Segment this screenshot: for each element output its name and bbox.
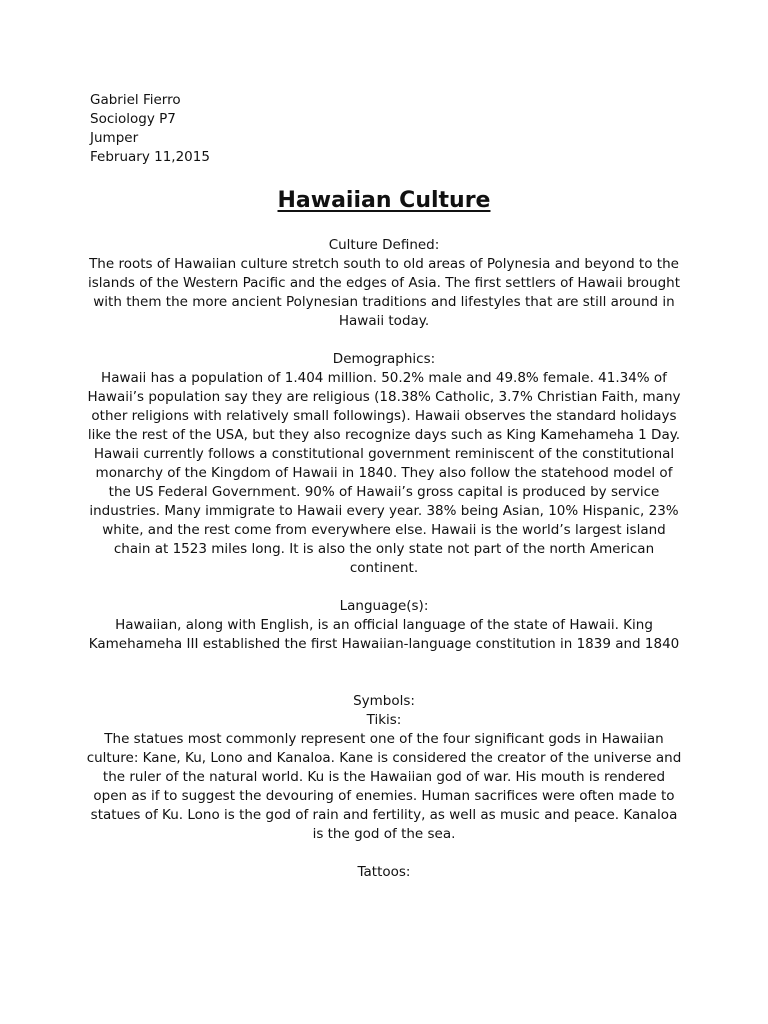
course-name: Sociology P7 bbox=[90, 111, 176, 127]
paragraph-gap bbox=[84, 844, 684, 863]
section-heading-culture: Culture Defined: bbox=[328, 237, 440, 253]
section-heading-demographics: Demographics: bbox=[332, 351, 436, 367]
paragraph-gap bbox=[84, 331, 684, 350]
section-symbols bbox=[84, 692, 684, 844]
paragraph-gap bbox=[84, 654, 684, 692]
section-heading-tattoos: Tattoos: bbox=[357, 864, 411, 880]
section-text-demographics: Hawaii has a population of 1.404 million. 50.2% male and 49.8% female. 41.34% of Hawaii’s population say they are religious (18.38% Catholic, 3.7% Christian Faith, many other religions with relatively small followings). Hawaii observes the standard holidays like the rest of the USA, but they also recognize days such as King Kamehameha 1 Day. Hawaii currently follows a constitutional government reminiscent of the constitutional monarchy of the Kingdom of Hawaii in 1840. They also follow the statehood model of the US Federal Government. 90% of Hawaii’s gross capital is produced by service industries. Many immigrate to Hawaii every year. 38% being Asian, 10% Hispanic, 23% white, and the rest come from everywhere else. Hawaii is the world’s largest island chain at 1523 miles long. It is also the only state not part of the north American continent. bbox=[87, 370, 681, 576]
paragraph-gap bbox=[84, 578, 684, 597]
teacher-name: Jumper bbox=[90, 130, 139, 146]
section-culture-defined bbox=[84, 236, 684, 331]
section-language bbox=[84, 597, 684, 654]
document-header bbox=[90, 91, 210, 167]
section-tattoos bbox=[84, 863, 684, 882]
document-title bbox=[0, 186, 768, 216]
document-body bbox=[84, 236, 684, 882]
section-heading-language: Language(s): bbox=[339, 598, 429, 614]
section-heading-symbols: Symbols: bbox=[353, 693, 415, 709]
document-date: February 11,2015 bbox=[90, 149, 210, 165]
section-subheading-tikis: Tikis: bbox=[366, 712, 402, 728]
author-name: Gabriel Fierro bbox=[90, 92, 181, 108]
section-text-tikis: The statues most commonly represent one of the four significant gods in Hawaiian culture: Kane, Ku, Lono and Kanaloa. Kane is considered the creator of the universe and the ruler of the natural world. Ku is the Hawaiian god of war. His mouth is rendered open as if to suggest the devouring of enemies. Human sacrifices were often made to statues of Ku. Lono is the god of rain and fertility, as well as music and peace. Kanaloa is the god of the sea. bbox=[86, 731, 682, 842]
section-demographics bbox=[84, 350, 684, 578]
title-text: Hawaiian Culture bbox=[277, 188, 491, 213]
section-text-culture: The roots of Hawaiian culture stretch south to old areas of Polynesia and beyond to the islands of the Western Pacific and the edges of Asia. The first settlers of Hawaii brought with them the more ancient Polynesian traditions and lifestyles that are still around in Hawaii today. bbox=[87, 256, 681, 329]
section-text-language: Hawaiian, along with English, is an official language of the state of Hawaii. King Kamehameha III established the first Hawaiian-language constitution in 1839 and 1840 bbox=[88, 617, 680, 652]
